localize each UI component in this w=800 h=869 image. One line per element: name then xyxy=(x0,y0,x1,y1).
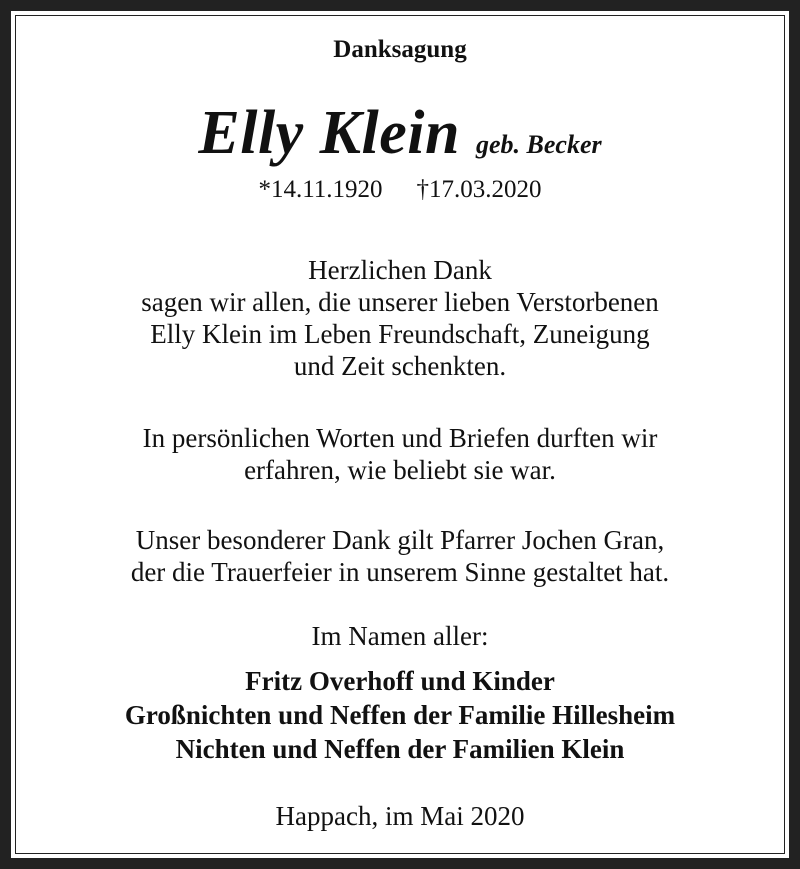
paragraph-line: und Zeit schenkten. xyxy=(293,351,507,381)
signoff-intro: Im Namen aller: xyxy=(311,621,489,651)
maiden-name: geb. Becker xyxy=(476,130,602,159)
death-date: †17.03.2020 xyxy=(416,176,542,203)
birth-date: *14.11.1920 xyxy=(258,176,383,203)
signatory: Großnichten und Neffen der Familie Hillesheim xyxy=(124,700,676,730)
place-date: Happach, im Mai 2020 xyxy=(275,801,525,831)
paragraph-line: erfahren, wie beliebt sie war. xyxy=(244,455,556,485)
heading: Danksagung xyxy=(333,36,467,63)
paragraph-line: der die Trauerfeier in unserem Sinne gestaltet hat. xyxy=(130,557,670,587)
paragraph-line: Herzlichen Dank xyxy=(308,255,492,285)
paragraph-line: In persönlichen Worten und Briefen durften wir xyxy=(142,423,658,453)
signatory: Fritz Overhoff und Kinder xyxy=(245,666,555,696)
paragraph-line: Unser besonderer Dank gilt Pfarrer Jochen Gran, xyxy=(135,525,665,555)
paragraph-line: Elly Klein im Leben Freundschaft, Zuneigung xyxy=(150,319,650,349)
paragraph-line: sagen wir allen, die unserer lieben Verstorbenen xyxy=(141,287,659,317)
deceased-name: Elly Klein xyxy=(198,99,460,167)
life-dates xyxy=(0,176,800,204)
signatory: Nichten und Neffen der Familien Klein xyxy=(175,734,625,764)
deceased-name-row xyxy=(0,98,800,169)
